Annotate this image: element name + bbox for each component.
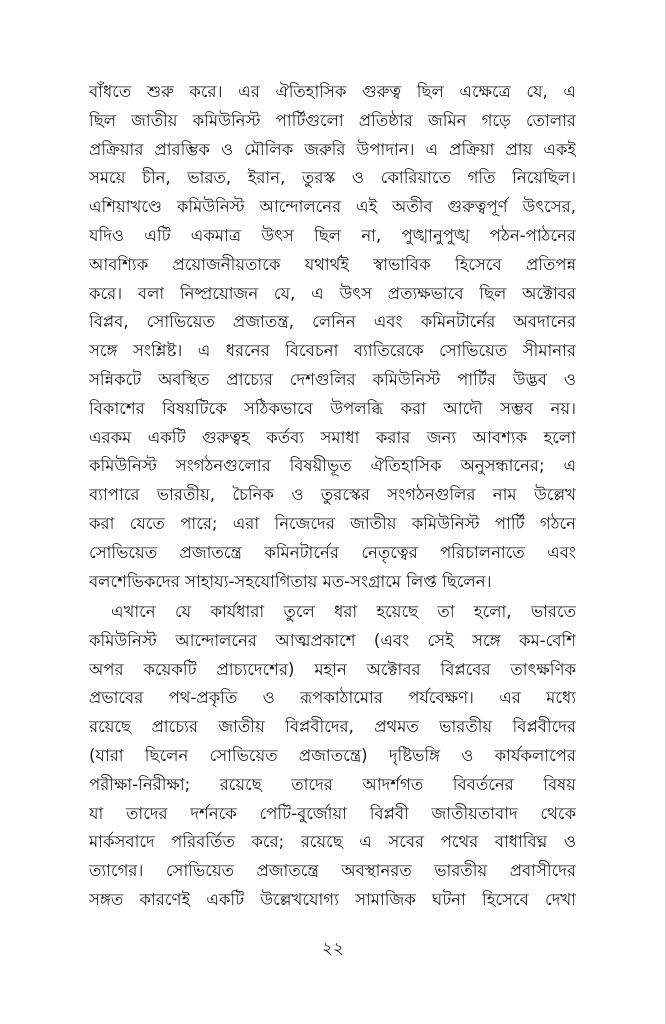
- text-line: (যারা ছিলেন সোভিয়েত প্রজাতন্ত্রে) দৃষ্টিভঙ্গি ও কার্যকলাপের: [89, 745, 576, 765]
- text-line: কমিউনিস্ট আন্দোলনের আত্মপ্রকাশে (এবং সেই সঙ্গে কম-বেশি: [89, 630, 576, 650]
- text-line: প্রক্রিয়ার প্রারম্ভিক ও মৌলিক জরুরি উপাদান। এ প্রক্রিয়া প্রায় একই: [89, 139, 576, 159]
- text-line: সঙ্গত কারণেই একটি উল্লেখযোগ্য সামাজিক ঘটনা হিসেবে দেখা: [89, 889, 576, 909]
- text-line: বিপ্লব, সোভিয়েত প্রজাতন্ত্র, লেনিন এবং কমিনটার্নের অবদানের: [89, 312, 576, 332]
- page-number: ২২: [321, 939, 345, 959]
- text-line: অপর কয়েকটি প্রাচ্যদেশের) মহান অক্টোবর বিপ্লবের তাৎক্ষণিক: [89, 659, 576, 679]
- text-line: বাঁধতে শুরু করে। এর ঐতিহাসিক গুরুত্ব ছিল এক্ষেত্রে যে, এ: [89, 82, 576, 101]
- text-line: করা যেতে পারে; এরা নিজেদের জাতীয় কমিউনিস্ট পার্টি গঠনে: [89, 513, 576, 533]
- text-line: কমিউনিস্ট সংগঠনগুলোর বিষয়ীভূত ঐতিহাসিক অনুসন্ধানের; এ: [89, 456, 576, 476]
- text-line: পরীক্ষা-নিরীক্ষা; রয়েছে তাদের আদর্শগত বিবর্তনের বিষয়: [89, 774, 576, 794]
- text-line: সময়ে চীন, ভারত, ইরান, তুরস্ক ও কোরিয়াতে গতি নিয়েছিল।: [89, 168, 576, 188]
- text-line: সোভিয়েত প্রজাতন্ত্রে কমিনটার্নের নেতৃত্বের পরিচালনাতে এবং: [89, 542, 576, 562]
- text-line: প্রভাবের পথ-প্রকৃতি ও রূপকাঠামোর পর্যবেক্ষণ। এর মধ্যে: [89, 688, 576, 708]
- text-line: এখানে যে কার্যধারা তুলে ধরা হয়েছে তা হলো, ভারতে: [111, 602, 576, 621]
- text-line: সঙ্গে সংশ্লিষ্ট। এ ধরনের বিবেচনা ব্যাতিরেকে সোভিয়েত সীমানার: [89, 341, 576, 361]
- text-line: যদিও এটি একমাত্র উৎস ছিল না, পুঙ্খানুপুঙ্খ পঠন-পাঠনের: [89, 225, 576, 245]
- text-line: বিকাশের বিষয়টিকে সঠিকভাবে উপলব্ধি করা আদৌ সম্ভব নয়।: [89, 398, 576, 418]
- text-line: আবশ্যিক প্রয়োজনীয়তাকে যথার্থই স্বাভাবিক হিসেবে প্রতিপন্ন: [89, 254, 576, 274]
- text-line: যা তাদের দর্শনকে পেটি-বুর্জোয়া বিপ্লবী জাতীয়তাবাদ থেকে: [89, 803, 576, 823]
- text-line: বলশেভিকদের সাহায্য-সহযোগিতায় মত-সংগ্রামে লিপ্ত ছিলেন।: [89, 571, 492, 591]
- paragraph-2: [89, 598, 576, 915]
- text-line: এশিয়াখণ্ডে কমিউনিস্ট আন্দোলনের এই অতীব গুরুত্বপূর্ণ উৎসের,: [89, 197, 576, 217]
- text-line: সন্নিকটে অবস্থিত প্রাচ্যের দেশগুলির কমিউনিস্ট পার্টির উদ্ভব ও: [89, 369, 576, 389]
- text-line: করে। বলা নিষ্প্রয়োজন যে, এ উৎস প্রত্যক্ষভাবে ছিল অক্টোবর: [89, 283, 576, 303]
- text-line: ব্যাপারে ভারতীয়, চৈনিক ও তুরস্কের সংগঠনগুলির নাম উল্লেখ: [89, 485, 576, 505]
- text-line: রয়েছে প্রাচ্যের জাতীয় বিপ্লবীদের, প্রথমত ভারতীয় বিপ্লবীদের: [89, 717, 576, 737]
- text-line: ছিল জাতীয় কমিউনিস্ট পার্টিগুলো প্রতিষ্ঠার জমিন গড়ে তোলার: [89, 110, 576, 130]
- paragraph-1: [89, 78, 576, 596]
- text-line: ত্যাগের। সোভিয়েত প্রজাতন্ত্রে অবস্থানরত ভারতীয় প্রবাসীদের: [89, 861, 576, 881]
- text-line: মার্কসবাদে পরিবর্তিত করে; রয়েছে এ সবের পথের বাধাবিঘ্ন ও: [89, 832, 576, 852]
- text-line: এরকম একটি গুরুত্বহ কর্তব্য সমাধা করার জন্য আবশ্যক হলো: [89, 427, 576, 447]
